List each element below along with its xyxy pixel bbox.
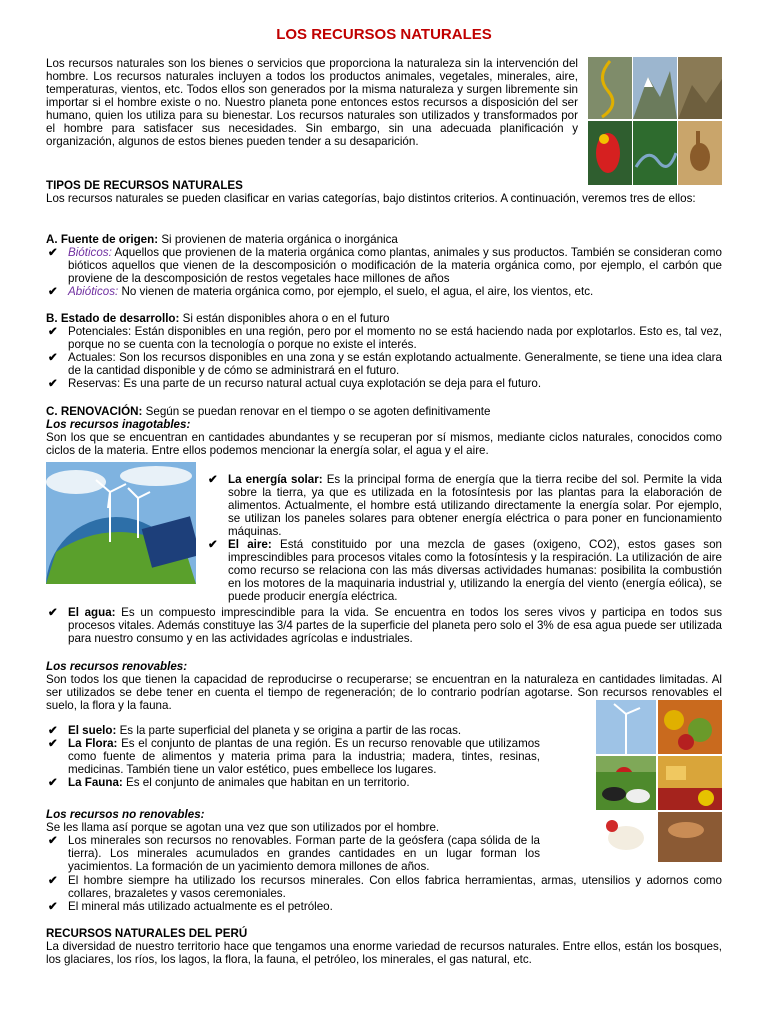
renovacion-heading: C. RENOVACIÓN: <box>46 405 143 418</box>
list-item: ✔ La Fauna: Es el conjunto de animales que habitan en un territorio. <box>48 776 410 789</box>
page-title: LOS RECURSOS NATURALES <box>276 26 492 43</box>
intro-paragraph: Los recursos naturales son los bienes o servicios que proporciona la naturaleza sin la intervención del hombre. Los recursos naturales incluyen a todos los productos animales, vegetales, minerales, aire, temperaturas, vientos, etc. Todos ellos son generados por la misma naturaleza y surgen libremente sin importar si el hombre existe o no. Nuestro planeta pone entonces estos recursos a disposición del ser humano, quien los utiliza para su bienestar. Los recursos naturales son utilizados y transformados por el hombre para satisfacer sus necesidades. Sin embargo, sin una adecuada planificación y organización, algunos de estos bienes pueden tender a su desaparición. <box>46 57 578 148</box>
check-icon: ✔ <box>48 606 58 619</box>
origen-section <box>46 233 722 298</box>
list-item: ✔ La Flora: Es el conjunto de plantas de una región. Es un recurso renovable que utilizamos como fuente de alimentos y materia prima para la industria; madera, tintes, resinas, medicinas. También tiene un valor estético, pues embellece los lugares. <box>48 737 540 776</box>
check-icon: ✔ <box>48 776 58 789</box>
list-item: ✔ El agua: Es un compuesto imprescindible para la vida. Se encuentra en todos los seres vivos y participa en todos sus procesos vitales. Además constituye las 3/4 partes de la superficie del planeta pero solo el 3% de esa agua puede ser utilizada para nuestro consumo y en las actividades agrícolas e industriales. <box>48 606 722 645</box>
peru-text: La diversidad de nuestro territorio hace que tengamos una enorme variedad de recursos naturales. Entre ellos, están los bosques, los glaciares, los ríos, los lagos, la flora, la fauna, el petróleo, los minerales, el gas natural, etc. <box>46 940 722 966</box>
renovables-heading: Los recursos renovables: <box>46 660 188 673</box>
bioticos-text: Aquellos que provienen de la materia orgánica como plantas, animales y sus productos. También se consideran como bióticos aquellos que vienen de la descomposición o modificación de la materia orgánica como, por ejemplo, el carbón que proviene de la descomposición de restos vegetales hace millones de años <box>68 246 722 285</box>
origen-heading: A. Fuente de origen: <box>46 233 159 246</box>
list-item: ✔ Reservas: Es una parte de un recurso natural actual cuya explotación se deja para el futuro. <box>48 377 542 390</box>
check-icon: ✔ <box>48 874 58 887</box>
renovacion-section <box>46 405 722 457</box>
list-item <box>46 246 722 285</box>
list-item: ✔ El mineral más utilizado actualmente es el petróleo. <box>48 900 333 913</box>
list-item <box>46 285 722 298</box>
renovables-text: Son todos los que tienen la capacidad de reproducirse o recuperarse; se encuentran en la naturaleza en cantidades limitadas. Al ser utilizados se debe tener en cuenta el tiempo de regeneración; de lo contrario podrían agotarse. Son recursos renovables el suelo, la flora y la fauna. <box>46 673 722 712</box>
list-item: ✔ El hombre siempre ha utilizado los recursos minerales. Con ellos fabrica herramientas, armas, utensilios y adornos como collares, brazaletes y vasos ceremoniales. <box>48 874 722 900</box>
check-icon: ✔ <box>48 737 58 750</box>
inagotables-heading: Los recursos inagotables: <box>46 418 191 431</box>
check-icon: ✔ <box>48 285 58 298</box>
natural-resources-collage-image <box>588 57 722 185</box>
list-item: ✔ Actuales: Son los recursos disponibles en una zona y se están explotando actualmente. Generalmente, se tiene una idea clara de la cantidad disponible y de cómo se administrará en el futuro. <box>48 351 722 377</box>
list-item: ✔ Los minerales son recursos no renovables. Forman parte de la geósfera (capa sólida de la tierra). Los minerales acumulados en grandes cantidades en un lugar forman los yacimientos. La formación de un yacimiento demora millones de años. <box>48 834 540 873</box>
desarrollo-subtitle: Si están disponibles ahora o en el futuro <box>182 312 390 325</box>
renewable-energy-image <box>46 462 196 584</box>
check-icon: ✔ <box>48 325 58 338</box>
check-icon: ✔ <box>208 473 218 486</box>
agua-item-block <box>46 606 722 645</box>
inagotables-list <box>206 473 722 603</box>
check-icon: ✔ <box>48 724 58 737</box>
peru-heading: RECURSOS NATURALES DEL PERÚ <box>46 927 248 940</box>
norenovables-list-a <box>46 834 540 873</box>
list-item: ✔ Potenciales: Están disponibles en una región, pero por el momento no se está haciendo nada por explotarlos. Esto es, tal vez, porque no se cuenta con la tecnología o porque no existe el interés. <box>48 325 722 351</box>
renovables-list <box>46 724 540 789</box>
check-icon: ✔ <box>48 246 58 259</box>
abioticos-text: No vienen de materia orgánica como, por ejemplo, el suelo, el agua, el aire, los vientos, etc. <box>121 285 594 298</box>
norenovables-list-b <box>46 874 722 913</box>
inagotables-text: Son los que se encuentran en cantidades abundantes y se recuperan por sí mismos, mediante ciclos naturales, conocidos como ciclos de la materia. Entre ellos podemos mencionar la energía solar, el agua y el aire. <box>46 431 722 457</box>
bioticos-term: Bióticos: <box>68 246 112 259</box>
check-icon: ✔ <box>48 834 58 847</box>
list-item: ✔ El aire: Está constituido por una mezcla de gases (oxigeno, CO2), estos gases son imprescindibles para procesos vitales como la fotosíntesis y la respiración. La utilización de aire como recurso se relaciona con las más diversas actividades humanas: posibilita la combustión en los motores de la maquinaria industrial y, utilizando la energía del viento (energía eólica), se puede producir energía eléctrica. <box>208 538 722 603</box>
tipos-heading: TIPOS DE RECURSOS NATURALES <box>46 179 243 192</box>
abioticos-term: Abióticos: <box>68 285 119 298</box>
intro-section <box>46 57 578 148</box>
peru-section <box>46 927 722 966</box>
tipos-section <box>46 179 722 205</box>
list-item: ✔ La energía solar: Es la principal forma de energía que la tierra recibe del sol. Permite la vida sobre la tierra, ya que es utilizada en la fotosíntesis por las plantas para la elaboración de alimentos. Actualmente, el hombre está utilizando directamente la energía solar. Por ejemplo, se utilizan los paneles solares para obtener energía eléctrica o para poner en funcionamiento máquinas. <box>208 473 722 538</box>
norenovables-heading: Los recursos no renovables: <box>46 808 205 821</box>
check-icon: ✔ <box>48 351 58 364</box>
desarrollo-section <box>46 312 722 390</box>
check-icon: ✔ <box>48 900 58 913</box>
check-icon: ✔ <box>208 538 218 551</box>
check-icon: ✔ <box>48 377 58 390</box>
tipos-text: Los recursos naturales se pueden clasificar en varias categorías, bajo distintos criterios. A continuación, veremos tres de ellos: <box>46 192 696 205</box>
norenovables-text: Se les llama así porque se agotan una vez que son utilizados por el hombre. <box>46 821 440 834</box>
renewable-resources-collage-image <box>596 700 722 862</box>
list-item: ✔ El suelo: Es la parte superficial del planeta y se origina a partir de las rocas. <box>48 724 462 737</box>
origen-subtitle: Si provienen de materia orgánica o inorgánica <box>161 233 398 246</box>
norenovables-section <box>46 808 722 834</box>
desarrollo-heading: B. Estado de desarrollo: <box>46 312 180 325</box>
renovacion-subtitle: Según se puedan renovar en el tiempo o se agoten definitivamente <box>145 405 491 418</box>
